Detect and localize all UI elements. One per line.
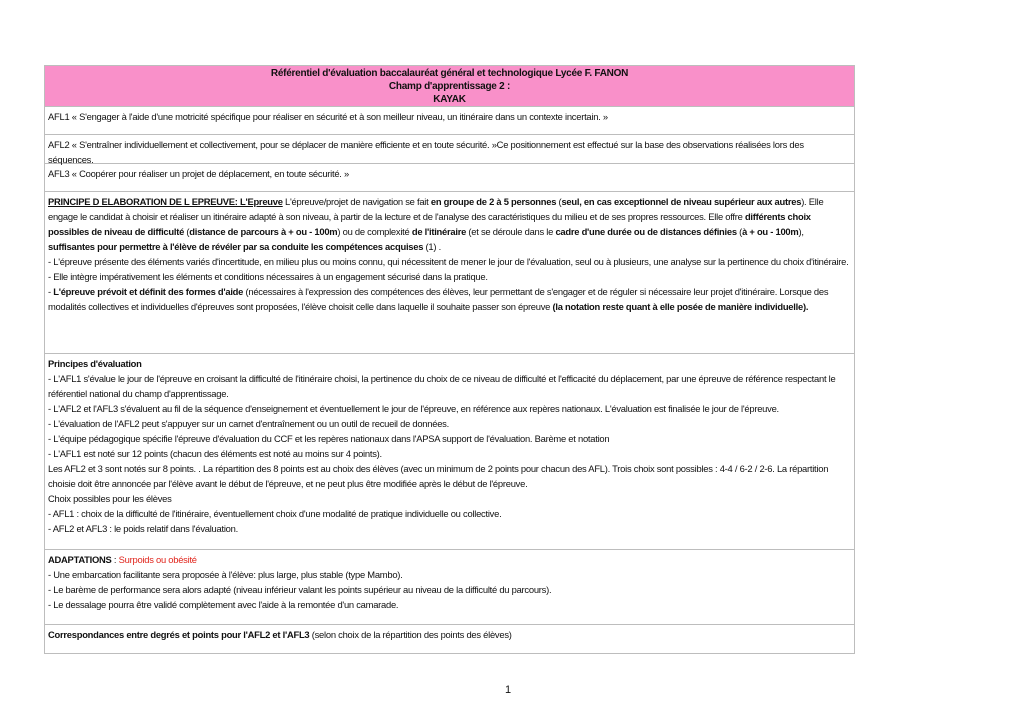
text-segment: (1) .	[423, 241, 441, 252]
text-segment: L'épreuve/projet de navigation se fait	[282, 196, 431, 207]
afl3-text	[48, 166, 851, 181]
principe-row	[45, 191, 854, 353]
text-segment: - Une embarcation facilitante sera proposée à l'élève: plus large, plus stable (type Mambo).	[48, 569, 403, 580]
paragraph	[48, 491, 851, 506]
text-segment: - AFL2 et AFL3 : le poids relatif dans l'évaluation.	[48, 523, 238, 534]
paragraph	[48, 254, 851, 269]
bold-text: (la notation reste quant à elle posée de manière individuelle).	[552, 301, 809, 312]
bold-text: de l'itinéraire	[411, 226, 467, 237]
text-segment: :	[111, 554, 119, 565]
paragraph	[48, 552, 851, 567]
afl1-text	[48, 109, 851, 124]
header-subtitle: Champ d'apprentissage 2 :	[388, 81, 511, 92]
page-number: 1	[505, 684, 512, 696]
text-segment: ). Elle engage le candidat à choisir et réaliser un itinéraire adapté à son niveau, à partir de la lecture et de l'analyse des caractéristiques du milieu et de ses propres ressources. Elle offre	[48, 196, 824, 222]
afl1-row	[45, 106, 854, 134]
text-segment: - L'équipe pédagogique spécifie l'épreuve d'évaluation du CCF et les repères nationaux dans l'APSA support de l'évaluation. Barème et notation	[48, 433, 610, 444]
paragraph	[48, 461, 851, 491]
bold-text: seul, en cas exceptionnel de niveau supérieur aux autres	[561, 196, 802, 207]
text-segment: AFL3 « Coopérer pour réaliser un projet de déplacement, en toute sécurité. »	[48, 168, 349, 179]
paragraph	[48, 582, 851, 597]
text-segment: (	[556, 196, 562, 207]
paragraph	[48, 371, 851, 401]
afl2-row	[45, 134, 854, 163]
text-segment: Les AFL2 et 3 sont notés sur 8 points. . La répartition des 8 points est au choix des élèves (avec un minimum de 2 points pour chacun des AFL). Trois choix sont possibles : 4-4 / 6-2 / 2-6. La répartition choisie doit être annoncée par l'élève avant le début de l'épreuve, et ne peut plus être modifiée après le début de l'épreuve.	[48, 463, 829, 489]
bold-text: PRINCIPE D ELABORATION DE L EPREUVE: L'Epreuve	[48, 196, 283, 207]
paragraph	[48, 356, 851, 371]
paragraph	[48, 284, 851, 314]
header-activity: KAYAK	[433, 94, 466, 105]
bold-text: différents choix possibles de niveau de difficulté	[48, 211, 811, 237]
bold-text: distance de parcours à + ou - 100m	[189, 226, 338, 237]
text-segment: ) ou de complexité	[337, 226, 412, 237]
bold-text: en groupe de 2 à 5 personnes	[430, 196, 557, 207]
bold-text: Principes d'évaluation	[48, 358, 142, 369]
paragraph	[48, 521, 851, 536]
bold-text: suffisantes pour permettre à l'élève de révéler par sa conduite les compétences acquises	[48, 241, 424, 252]
text-segment: (	[736, 226, 743, 237]
evaluation-referential-table	[44, 65, 855, 654]
paragraph	[48, 416, 851, 431]
paragraph	[48, 194, 851, 254]
paragraph	[48, 269, 851, 284]
text-segment: (et se déroule dans le	[466, 226, 556, 237]
bold-text: ADAPTATIONS	[48, 554, 112, 565]
table-header	[45, 66, 854, 106]
evaluation-principles-row	[45, 353, 854, 549]
adaptations-row	[45, 549, 854, 624]
text-segment: - AFL1 : choix de la difficulté de l'itinéraire, éventuellement choix d'une modalité de pratique individuelle ou collective.	[48, 508, 502, 519]
text-segment: ),	[798, 226, 804, 237]
text-segment: - L'AFL1 s'évalue le jour de l'épreuve en croisant la difficulté de l'itinéraire choisi, la pertinence du choix de ce niveau de difficulté et l'efficacité du déplacement, par une épreuve de référence respectant le référentiel national du champ d'apprentissage.	[48, 373, 836, 399]
text-segment: AFL2 « S'entraîner individuellement et collectivement, pour se déplacer de manière efficiente et en toute sécurité. »Ce positionnement est effectué sur la base des observations réalisées lors des séquences.	[48, 139, 804, 165]
text-segment: (nécessaires à l'expression des compétences des élèves, leur permettant de s'engager et de réguler si nécessaire leur projet d'itinéraire. Lorsque des modalités collectives et individuelles d'épreuves sont proposées, l'élève choisit celle dans laquelle il souhaite passer son épreuve	[48, 286, 829, 312]
afl3-row	[45, 163, 854, 191]
paragraph	[48, 446, 851, 461]
header-title: Référentiel d'évaluation baccalauréat général et technologique Lycée F. FANON	[270, 68, 629, 79]
bold-text: Correspondances entre degrés et points pour l'AFL2 et l'AFL3	[48, 629, 310, 640]
paragraph	[48, 567, 851, 582]
bold-text: L'épreuve prévoit et définit des formes d'aide	[53, 286, 244, 297]
correspondances-row	[45, 624, 854, 653]
highlight-text: Surpoids ou obésité	[118, 554, 197, 565]
text-segment: - Le dessalage pourra être validé complètement avec l'aide à la remontée d'un camarade.	[48, 599, 399, 610]
text-segment: (selon choix de la répartition des points des élèves)	[309, 629, 512, 640]
text-segment: - Elle intègre impérativement les éléments et conditions nécessaires à un engagement sécurisé dans la pratique.	[48, 271, 488, 282]
text-segment: - L'AFL1 est noté sur 12 points (chacun des éléments est noté au moins sur 4 points).	[48, 448, 382, 459]
paragraph	[48, 597, 851, 612]
text-segment: - Le barème de performance sera alors adapté (niveau inférieur valant les points supérieur au niveau de la difficulté du parcours).	[48, 584, 552, 595]
bold-text: à + ou - 100m	[742, 226, 799, 237]
text-segment: - L'épreuve présente des éléments variés d'incertitude, en milieu plus ou moins connu, qui nécessitent de mener le jour de l'évaluation, seul ou à plusieurs, une analyse sur la pertinence du choix d'itinéraire.	[48, 256, 849, 267]
bold-text: cadre d'une durée ou de distances définies	[555, 226, 737, 237]
text-segment: - L'évaluation de l'AFL2 peut s'appuyer sur un carnet d'entraînement ou un outil de recueil de données.	[48, 418, 449, 429]
text-segment: -	[48, 286, 54, 297]
text-segment: Choix possibles pour les élèves	[48, 493, 172, 504]
paragraph	[48, 401, 851, 416]
text-segment: - L'AFL2 et l'AFL3 s'évaluent au fil de la séquence d'enseignement et éventuellement le jour de l'épreuve, en référence aux repères nationaux. L'évaluation est finalisée le jour de l'épreuve.	[48, 403, 779, 414]
paragraph	[48, 627, 851, 642]
paragraph	[48, 431, 851, 446]
text-segment: AFL1 « S'engager à l'aide d'une motricité spécifique pour réaliser en sécurité et à son meilleur niveau, un itinéraire dans un contexte incertain. »	[48, 111, 608, 122]
paragraph	[48, 506, 851, 521]
text-segment: (	[184, 226, 190, 237]
